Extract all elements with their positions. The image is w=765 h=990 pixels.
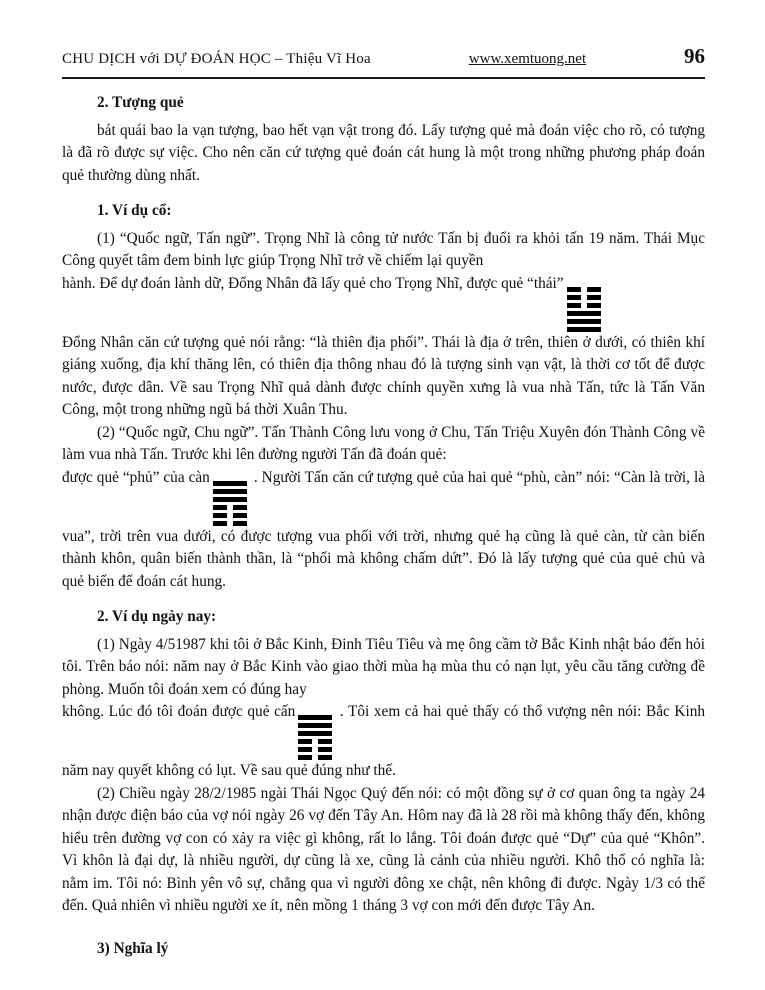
hexagram-line-solid (567, 327, 601, 332)
hexagram-line-broken (567, 303, 601, 308)
hexagram-line-broken (298, 747, 332, 752)
paragraph-vi-du-ngay-nay-1: (1) Ngày 4/51987 khi tôi ở Bắc Kinh, Đinh Tiêu Tiêu và mẹ ông cầm tờ Bắc Kinh nhật báo đến hỏi tôi. Trên báo nói: năm nay ở Bắc Kinh vào giao thời mùa hạ mùa thu có nạn lụt, yêu cầu tăng cường đề phòng. Muốn tôi đoán xem có đúng hay (62, 635, 705, 698)
page-body (62, 79, 705, 960)
paragraph-vi-du-ngay-nay-2 (62, 701, 705, 783)
hexagram-line-broken (567, 295, 601, 300)
text-before-hexagram-thai: hành. Để dự đoán lành dữ, Đổng Nhân đã lấy quẻ cho Trọng Nhĩ, được quẻ “thái” (62, 274, 564, 292)
section-heading-vi-du-co: 1. Ví dụ cổ: (97, 202, 172, 219)
hexagram-line-broken (298, 755, 332, 760)
page-header (62, 44, 705, 79)
text-before-hexagram-can: không. Lúc đó tôi đoán được quẻ cấn (62, 703, 296, 720)
hexagram-line-solid (213, 481, 247, 486)
hexagram-phu (213, 481, 247, 526)
text-after-hexagram-can: . Tôi xem cả hai quẻ thấy có thổ vượng nên nói: Bắc Kinh năm nay quyết không có lụt. Về sau quẻ đúng như thế. (62, 703, 705, 779)
paragraph-vi-du-co-3: (2) “Quốc ngữ, Chu ngữ”. Tấn Thành Công lưu vong ở Chu, Tấn Triệu Xuyên đón Thành Công về làm vua nhà Tấn. Trước khi lên đường người Tấn đã đoán quẻ: (62, 423, 705, 463)
hexagram-line-broken (213, 521, 247, 526)
text-before-hexagram-phu: được quẻ “phủ” của càn (62, 468, 210, 486)
paragraph-vi-du-co-4 (62, 467, 705, 594)
paragraph-vi-du-co-2 (62, 273, 705, 422)
section-heading-vi-du-ngay-nay: 2. Ví dụ ngày nay: (97, 608, 217, 625)
page-number: 96 (684, 44, 705, 68)
paragraph-vi-du-co-1: (1) “Quốc ngữ, Tấn ngữ”. Trọng Nhĩ là công tử nước Tấn bị đuổi ra khỏi tấn 19 năm. Thái Mục Công quyết tâm đem binh lực giúp Trọng Nhĩ trở về chiếm lại quyền (62, 229, 705, 269)
paragraph-tuong-que: bát quái bao la vạn tượng, bao hết vạn vật trong đó. Lấy tượng quẻ mà đoán việc cho rõ, có tượng là đã rõ được sự việc. Cho nên căn cứ tượng quẻ đoán cát hung là một trong những phương pháp đoán quẻ thường dùng nhất. (62, 121, 705, 184)
section-heading-nghia-ly: 3) Nghĩa lý (97, 939, 169, 957)
paragraph-vi-du-ngay-nay-3: (2) Chiều ngày 28/2/1985 ngài Thái Ngọc Quý đến nói: có một đồng sự ở cơ quan ông ta ngày 24 nhận được điện báo của vợ nói ngày 26 vợ đến Tây An. Hôm nay đã là 28 rồi mà không thấy đến, không hiểu trên đường vợ con có xảy ra việc gì không, rất lo lắng. Tôi đoán được quẻ “Dự” của quẻ “Khôn”. Vì khôn là đại dự, là nhiều người, dự cũng là xe, cũng là cảnh của nhiều người. Khô thổ có nghĩa là: nằm im. Tôi nó: Bình yên vô sự, chẳng qua vì người đông xe chật, nên không đi được. Ngày 1/3 có thể đến. Quả nhiên vì nhiều người xe ít, nên mồng 1 tháng 3 vợ con mới đến được Tây An. (62, 784, 705, 914)
hexagram-line-solid (567, 319, 601, 324)
text-after-hexagram-phu: . Người Tấn căn cứ tượng quẻ của hai quẻ “phù, càn” nói: “Càn là trời, là vua”, trời trên vua dưới, có được tượng vua phối với trời, nhưng quẻ hạ cũng là quẻ càn, từ càn biến thành khôn, quân biến thành thần, là “phối mà không chấm dứt”. Đó là lấy tượng quẻ của quẻ chủ và quẻ biến để đoán cát hung. (62, 468, 705, 590)
hexagram-line-solid (298, 723, 332, 728)
text-after-hexagram-thai: Đổng Nhân căn cứ tượng quẻ nói rằng: “là thiên địa phối”. Thái là địa ở trên, thiên ở dưới, có thiên khí giáng xuống, địa khí thăng lên, có thiên địa thông nhau đó là tượng sinh vạn vật, là thời cơ tốt để được nước, được dân. Về sau Trọng Nhĩ quả dành được chính quyền xưng là vua nhà Tấn, tức là Tấn Văn Công, một trong những ngũ bá thời Xuân Thu. (62, 333, 705, 418)
header-website-url: www.xemtuong.net (468, 51, 587, 67)
hexagram-line-solid (567, 311, 601, 316)
hexagram-line-broken (298, 739, 332, 744)
header-title: CHU DỊCH với DỰ ĐOÁN HỌC – Thiệu Vĩ Hoa (62, 51, 371, 67)
hexagram-line-solid (213, 489, 247, 494)
section-heading-tuong-que: 2. Tượng quẻ (97, 94, 184, 111)
hexagram-line-solid (213, 497, 247, 502)
hexagram-line-broken (567, 287, 601, 292)
hexagram-line-broken (213, 505, 247, 510)
hexagram-can (298, 715, 332, 760)
hexagram-line-broken (213, 513, 247, 518)
hexagram-line-solid (298, 731, 332, 736)
hexagram-line-solid (298, 715, 332, 720)
hexagram-thai (567, 287, 601, 332)
